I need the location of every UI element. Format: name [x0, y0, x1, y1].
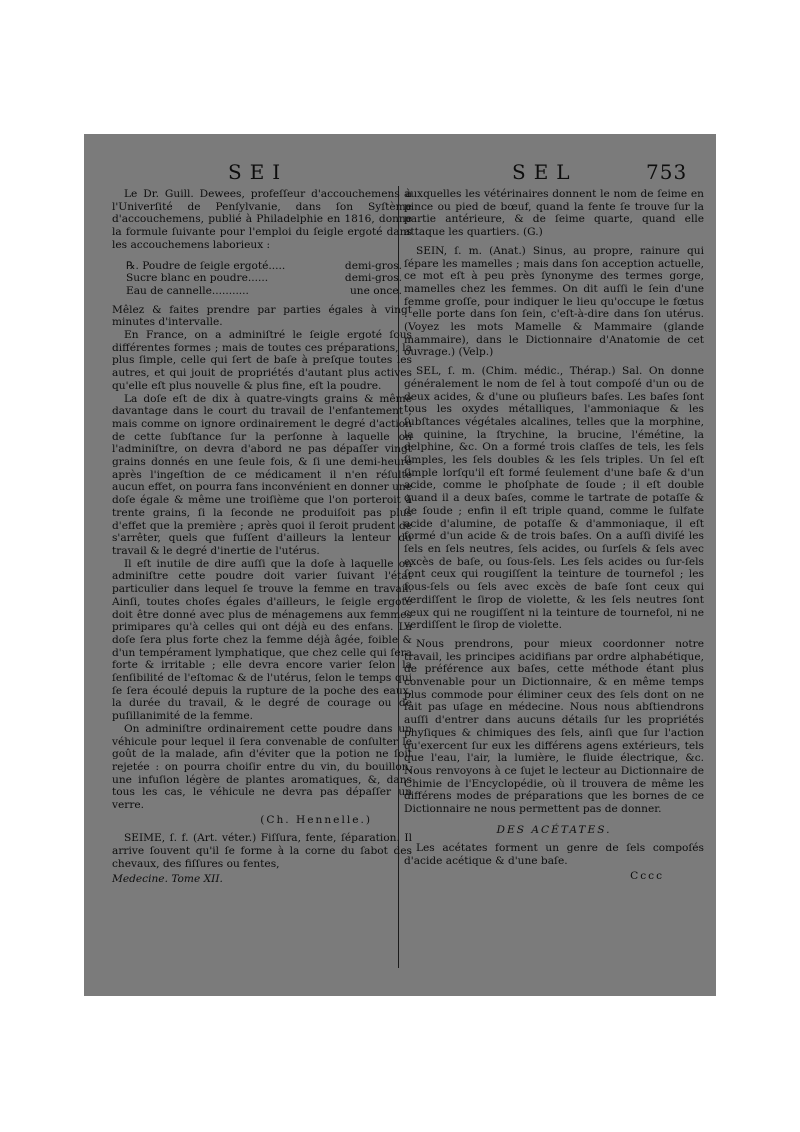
paragraph: Le Dr. Guill. Dewees, profeſſeur d'accouchemens à l'Univerſité de Penſylvanie, dans ſon Syſtème d'accouchemens, publié à Philadelphie en 1816, donne la formule ſuivante pour l'emploi du ſeigle ergoté dans les accouchemens laborieux :	[112, 188, 412, 251]
paragraph: Les acétates forment un genre de ſels compoſés d'acide acétique & d'une baſe.	[404, 842, 704, 868]
paragraph: SEIN, ſ. m. (Anat.) Sinus, au propre, rainure qui ſépare les mamelles ; mais dans ſon acception actuelle, ce mot eſt à peu près ſynonyme des termes gorge, mamelles chez les femmes. On dit auſſi le ſein d'une femme groſſe, pour indiquer le lieu qu'occupe le fœtus : elle porte dans ſon ſein, c'eſt-à-dire dans ſon utérus. (Voyez les mots Mamelle & Mammaire (glande mammaire), dans le Dictionnaire d'Anatomie de cet ouvrage.) (Velp.)	[404, 244, 704, 359]
paragraph: Nous prendrons, pour mieux coordonner notre travail, les principes acidifians par ordre alphabétique, de préférence aux baſes, cette méthode étant plus convenable pour un Dictionnaire, & en même temps plus commode pour éliminer ceux des ſels dont on ne fait pas uſage en médecine. Nous nous abſtiendrons auſſi d'entrer dans aucuns détails ſur les propriétés phyſiques & chimiques des ſels, ainſi que ſur l'action qu'exercent ſur eux les différens agens extérieurs, tels que l'eau, l'air, la lumière, le fluide électrique, &c. Nous renvoyons à ce ſujet le lecteur au Dictionnaire de Chimie de l'Encyclopédie, où il trouvera de même les différens modes de préparations que les bornes de ce Dictionnaire ne nous permettent pas de donner.	[404, 637, 704, 816]
author-signature: (Ch. Hennelle.)	[260, 813, 372, 826]
header-center: SEL	[512, 160, 578, 184]
paragraph: SEL, ſ. m. (Chim. médic., Thérap.) Sal. On donne généralement le nom de ſel à tout compoſé d'un ou de deux acides, & d'une ou pluſieurs baſes. Les baſes ſont tous les oxydes métalliques, l'ammoniaque & les ſubſtances végétales alcalines, telles que la morphine, la quinine, la ſtrychine, la brucine, l'émétine, la delphine, &c. On a formé trois claſſes de tels, les ſels ſimples, les ſels doubles & les ſels triples. Un ſel eſt ſimple lorſqu'il eſt formé ſeulement d'une baſe & d'un acide, comme le phoſphate de ſoude ; il eſt double quand il a deux baſes, comme le tartrate de potaſſe & de ſoude ; enfin il eſt triple quand, comme le ſulfate acide d'alumine, de potaſſe & d'ammoniaque, il eſt formé d'un acide & de trois baſes. On a auſſi diviſé les ſels en ſels neutres, ſels acides, ou ſurſels & ſels avec excès de baſe, ou ſous-ſels. Les ſels acides ou ſur-ſels ſont ceux qui rougiſſent la teinture de tournefol ; les ſous-ſels ou ſels avec excès de baſe ſont ceux qui verdiſſent le ſirop de violette, & les ſels neutres ſont ceux qui ne rougiſſent ni la teinture de tournefol, ni ne verdiſſent le ſirop de violette.	[404, 365, 704, 632]
prescription-row: Sucre blanc en poudre...... demi-gros.	[126, 272, 402, 285]
prescription-row: ℞. Poudre de ſeigle ergoté..... demi-gros.	[126, 259, 402, 272]
left-column	[112, 188, 412, 885]
page-footer: Medecine. Tome XII.	[112, 872, 223, 885]
prescription-row: Eau de cannelle........... une once.	[126, 284, 402, 297]
header-left: SEI	[228, 160, 289, 184]
paragraph: On adminiſtre ordinairement cette poudre dans un véhicule pour lequel il ſera convenable de conſulter le goût de la malade, afin d'éviter que la potion ne ſoit rejetée : on pourra choiſir entre du vin, du bouillon, une infuſion légère de plantes aromatiques, &, dans tous les cas, le véhicule ne devra pas dépaſſer un verre.	[112, 722, 412, 812]
paragraph: Il eſt inutile de dire auſſi que la doſe à laquelle on adminiſtre cette poudre doit varier ſuivant l'état particulier dans lequel ſe trouve la femme en travail. Ainſi, toutes choſes égales d'ailleurs, le ſeigle ergoté doit être donné avec plus de ménagemens aux femmes primipares qu'à celles qui ont déjà eu des enfans. La doſe ſera plus forte chez la femme déjà âgée, foible & d'un tempérament lymphatique, que chez celle qui ſera forte & irritable ; elle devra encore varier ſelon la ſenſibilité de l'eſtomac & de l'utérus, ſelon le temps qui ſe ſera écoulé depuis la rupture de la poche des eaux, la durée du travail, & le degré de courage ou de puſillanimité de la femme.	[112, 557, 412, 723]
paragraph: auxquelles les vétérinaires donnent le nom de ſeime en pince ou pied de bœuf, quand la fente ſe trouve ſur la partie antérieure, & de ſeime quarte, quand elle attaque les quartiers. (G.)	[404, 188, 704, 239]
signature-mark: Cccc	[630, 869, 664, 882]
paragraph: Mêlez & faites prendre par parties égales à vingt minutes d'intervalle.	[112, 303, 412, 329]
paragraph: SEIME, ſ. f. (Art. véter.) Fiſſura, fente, ſéparation. Il arrive ſouvent qu'il ſe forme à la corne du ſabot des chevaux, des fiſſures ou fentes,	[112, 832, 412, 870]
paragraph: La doſe eſt de dix à quatre-vingts grains & même davantage dans le court du travail de l'enfantement ; mais comme on ignore ordinairement le degré d'action de cette ſubſtance ſur la perſonne à laquelle on l'adminiſtre, on devra d'abord ne pas dépaſſer vingt grains donnés en une ſeule fois, & ſi une demi-heure après l'ingeſtion de ce médicament il n'en réſulte aucun effet, on pourra fans inconvénient en donner une doſe égale & même une troiſième que l'on porteroit à trente grains, ſi la ſeconde ne produiſoit pas plus d'effet que la première ; après quoi il ſeroit prudent de s'arrêter, quels que fuſſent d'ailleurs la lenteur du travail & le degré d'inertie de l'utérus.	[112, 392, 412, 557]
page-number: 753	[646, 160, 688, 184]
prescription	[112, 260, 412, 298]
right-column	[404, 188, 704, 883]
paragraph: En France, on a adminiſtré le ſeigle ergoté ſous différentes formes ; mais de toutes ces préparations, la plus ſimple, celle qui ſert de baſe à preſque toutes les autres, et qui jouit de propriétés d'autant plus actives qu'elle eſt plus nouvelle & plus fine, eſt la poudre.	[112, 329, 412, 392]
section-title: DES ACÉTATES.	[496, 823, 612, 836]
